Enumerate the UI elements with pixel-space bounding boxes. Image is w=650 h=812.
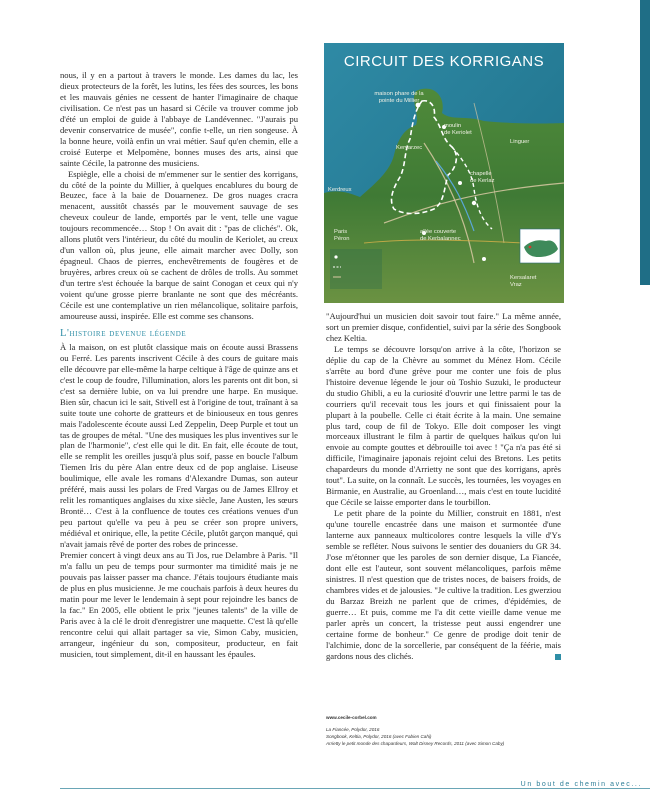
paragraph: À la maison, on est plutôt classique mais on écoute aussi Brassens ou Ferré. Les parents inscrivent Cécile à des cours de guitare mais elle découvre par elle-même la harpe celtique à l'âge de quinze ans et c'est le coup de foudre, l'illumination, alors les parents ont dit bon, si c'est sa dernière lubie, on va lui prendre une harpe. En musique. Bien sûr, chacun ici le sait, Stivell est à l'origine de tout, traînant à sa suite toute une cohorte de gratteurs et de biniouseux en tous genres mais l'adolescente écoute aussi Led Zeppelin, Deep Purple et tout un tas de groupes de métal. "Une des musiques les plus inventives sur le plan de l'harmonie", c'est elle qui le dit. En fait, elle écoute de tout, elle se remplit les oreilles jusqu'à plus soif, passe en boucle l'album Tiemen Iris du père Alan entre deux cd de pop anglaise. Liseuse boulimique, elle avale les romans d'Alexandre Dumas, son auteur préféré, mais aussi les polars de Fred Vargas ou de James Ellroy et relit les romantiques anglaises du xixe siècle, Jane Austen, les sœurs Brontë… C'est à la confluence de toutes ces créations venues d'un peu partout qu'elle va peu à peu se créer son propre univers, médiéval et onirique, elle, la petite Cécile, plutôt garçon manqué, qui n'avait jamais rêvé de porter des robes de princesse. xyxy=(60,341,298,550)
map-label-kersalaret: Kersalaret Vraz xyxy=(510,275,537,288)
footer-running-title: Un bout de chemin avec... xyxy=(515,781,642,788)
credit-line: La Fiancée, Polydor, 2016 xyxy=(326,727,380,732)
map-label-paris: Paris Péron xyxy=(334,229,350,242)
point-marker xyxy=(458,181,462,185)
map-label-kerdreux: Kerdreux xyxy=(328,187,352,193)
right-column xyxy=(326,311,561,662)
paragraph: nous, il y en a partout à travers le monde. Les dames du lac, les dieux protecteurs de la forêt, les lutins, les fées des sources, les bons et les mauvais génies ne cessent de hanter l'imaginaire de chaque civilisation. Ce n'est pas un hasard si Cécile va trouver comme job d'été un emploi de guide à l'abbaye de Landévennec. "J'aurais pu devenir conservatrice de musée", confie t-elle, un rien songeuse. À la bonne heure, voilà enfin un vrai métier. Sauf qu'en chemin, elle a croisé Euterpe et Melpomène, bonnes muses des arts, ainsi que sainte Cécile, la patronne des musiciens. xyxy=(60,70,298,168)
section-heading: L'histoire devenue légende xyxy=(60,327,187,339)
footer-rule xyxy=(60,788,650,789)
map-label-chapelle: chapelle de Kerlaz xyxy=(470,171,495,184)
point-marker xyxy=(482,257,486,261)
paragraph: Le temps se découvre lorsqu'on arrive à la côte, l'horizon se déplie du cap de la Chèvre au sommet du Ménez Hom. Cécile s'arrête au bord d'une grève pour me conter une fois de plus l'histoire devenue légende le jour où Toshio Suzuki, le producteur du studio Ghibli, a eu la curiosité d'ouvrir une lettre parmi le tas de courriers qu'il recevait tous les jours et qui finissaient pour la plupart à la poubelle. Celle ci était écrite à la main. Une semaine plus tard, coup de fil de Tokyo. Elle doit composer les vingt morceaux illustrant le film à partir de quelques haïkus qu'on lui envoie au compte gouttes et débrouille toi avec ! "Ça n'a pas été si difficile, l'imaginaire japonais rejoint celui des Bretons. Les petits chapardeurs du monde d'Arrietty ne sont que des korrigans, après tout". La suite, on la connaît. Le succès, les tournées, les voyages en Birmanie, en Australie, au Groenland…, mais c'est en toute lucidité que Cécile se laisse emporter dans le tourbillon. xyxy=(326,343,561,508)
paragraph: "Aujourd'hui un musicien doit savoir tout faire." La même année, sort un premier disque, confidentiel, suivi par la série des Songbook chez Keltia. xyxy=(326,311,561,343)
paragraph xyxy=(326,508,561,661)
map-title: CIRCUIT DES KORRIGANS xyxy=(343,53,545,70)
website-link[interactable]: www.cecile-corbel.com xyxy=(326,715,377,720)
left-column xyxy=(60,70,298,660)
map-label-moulin: moulin de Keriolet xyxy=(444,123,472,136)
end-of-article-square-icon xyxy=(555,654,561,660)
paragraph: Espiègle, elle a choisi de m'emmener sur le sentier des korrigans, du côté de la pointe du Millier, à quelques encablures du bourg de Beuzec, face à la baie de Douarnenez. De gros nuages cracra menacent, aussitôt chassés par le mouvement sauvage de ses cheveux couleur de lande, emportés par le vent, telle une vague toujours recommencée… Stop ! On avait dit : "pas de clichés". Ok, allons plutôt vers l'intérieur, du côté du moulin de Keriolet, au creux d'un vallon où, plus jeune, elle aimait marcher avec Dolly, son épagneul. Chaos de pierres, enchevêtrements de fougères et de bruyères, arbres creux où se cachent de drôles de trolls. Au sommet d'un tertre s'est échouée la barque de saint Conogan et ceux qui n'y voient qu'une grosse pierre branlante ne sont que des mécréants. Cécile est une contemplative un rien mélancolique, solitaire parfois, amoureuse aussi, inspirée. Elle est comme ses chansons. xyxy=(60,168,298,321)
credits-block xyxy=(326,714,576,747)
map-label-phare: maison phare de la pointe du Millier xyxy=(374,91,424,104)
paragraph: Premier concert à vingt deux ans au Ti Jos, rue Delambre à Paris. "Il m'a fallu un peu de temps pour surmonter ma timidité mais je ne pouvais pas laisser passer ma chance. J'étais toujours étudiante mais de plus en plus musicienne. Je me couchais parfois à deux heures du matin pour me lever le lendemain à sept pour rejoindre les bancs de la fac." En 2005, elle obtient le prix "jeunes talents" de la ville de Paris avec à la clé le droit d'enregistrer une maquette. C'est là qu'elle rencontre celui qui allait partager sa vie, Simon Caby, musicien, arrangeur, ingénieur du son, compositeur, producteur, en fait musicien, tout simplement, dit-il en haussant les épaules. xyxy=(60,549,298,659)
map-label-allee: allée couverte de Kerbalannec xyxy=(420,229,461,242)
korrigan-trail-map xyxy=(324,43,564,303)
map-label-linguer: Linguer xyxy=(510,139,530,145)
map-illustration xyxy=(324,43,564,303)
point-marker xyxy=(472,201,476,205)
legend-box xyxy=(330,249,382,289)
credit-line: Arrietty le petit monde des chapardeurs, Walt Disney Records, 2011 (avec Simon Caby) xyxy=(326,741,505,746)
legend-marker xyxy=(334,255,337,258)
side-tab-marker xyxy=(640,0,650,285)
paragraph-text: Le petit phare de la pointe du Millier, construit en 1881, n'est qu'une tourelle encastrée dans une maison et surmontée d'une lanterne aux panneaux multicolores contre lesquels la ville d'Ys semble se refléter. Nous suivons le sentier des douaniers du GR 34. J'ose m'étonner que les paroles de son dernier disque, La Fiancée, dont elle est l'auteur, sont souvent mélancoliques, parfois même sinistres. Il n'est question que de tristes noces, de baisers froids, de chambres vides et de jalousies. "Je cultive la tradition. Les gwerziou du Barzaz Breizh ne parlent que de crimes, d'épidémies, de guerre… Et puis, comme me l'a dit cette vieille dame venue me parler après un concert, la tristesse peut aussi engendrer une certaine forme de bonheur." Ce genre de prodige doit tenir de l'alchimie, donc de la sorcellerie, par conséquent de la féérie, mais gardons nous des clichés. xyxy=(326,508,561,661)
map-label-kervarzec: Kervarzec xyxy=(396,145,423,151)
credit-line: Songbook, Keltia, Polydor, 2016 (avec Fabien Cahi) xyxy=(326,734,432,739)
inset-location-marker xyxy=(529,246,532,249)
